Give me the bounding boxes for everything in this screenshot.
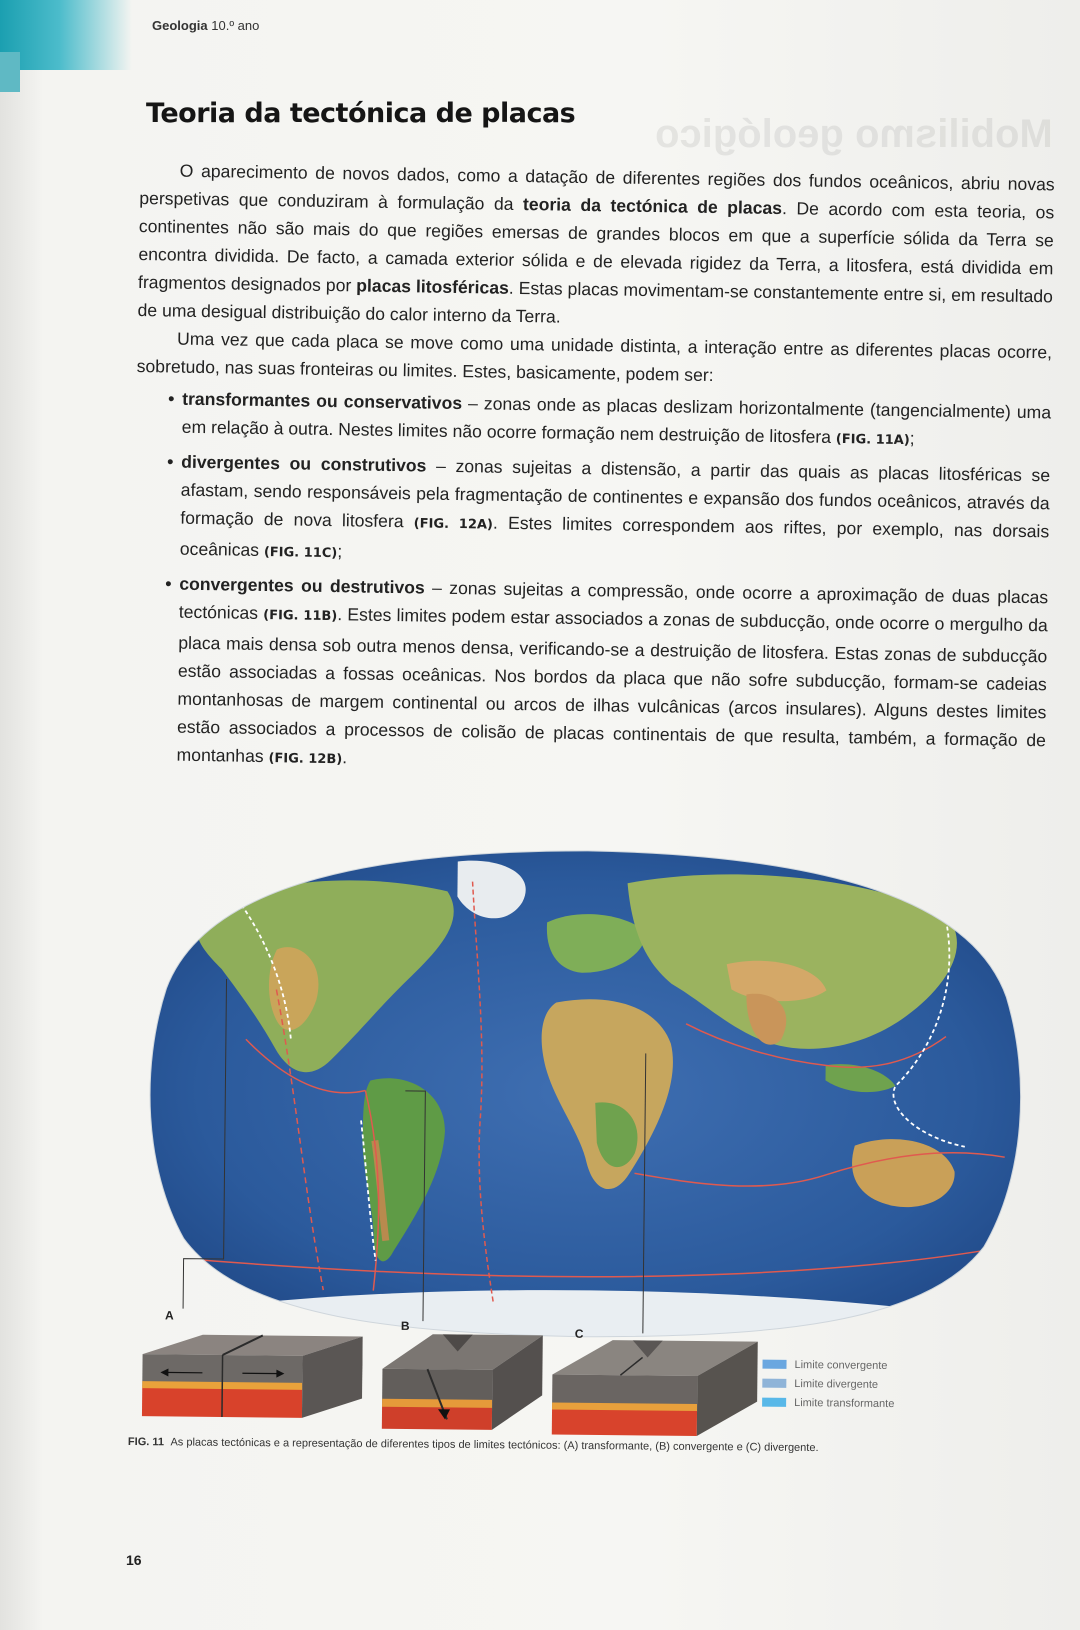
legend-label-convergent: Limite convergente <box>794 1358 888 1372</box>
figure-reference: (FIG. 11A) <box>835 431 910 449</box>
text-run: – zonas sujeitas a compressão, onde ocorre a aproximação de duas placas tectónicas <box>178 577 1049 623</box>
legend-label-transform: Limite transformante <box>794 1396 895 1410</box>
page-number: 16 <box>126 1552 142 1568</box>
text-run: ; <box>337 541 343 562</box>
figure-reference: (FIG. 11B) <box>263 607 338 625</box>
bold-term: placas litosféricas <box>356 275 510 298</box>
transform-boundary-block <box>132 1326 363 1433</box>
map-body <box>123 838 1048 1348</box>
world-map-plates <box>123 838 1048 1348</box>
figure-legend <box>762 1355 895 1413</box>
convergent-boundary-block <box>372 1329 553 1441</box>
figure-caption-text: As placas tectónicas e a representação de diferentes tipos de limites tectónicos: (A) transformante, (B) convergente e (C) divergente. <box>170 1436 819 1455</box>
text-run: ; <box>909 428 915 449</box>
chapter-color-strip <box>0 52 20 92</box>
legend-swatch-divergent <box>762 1379 786 1388</box>
figure-reference: (FIG. 12B) <box>268 751 343 768</box>
bold-term: divergentes ou construtivos <box>181 451 427 476</box>
legend-label-divergent: Limite divergente <box>794 1377 879 1391</box>
section-title: Teoria da tectónica de placas <box>146 98 576 129</box>
divergent-boundary-block <box>542 1334 763 1446</box>
running-head-grade: 10.º ano <box>211 18 260 33</box>
paragraph-1 <box>137 156 1055 338</box>
figure-reference: (FIG. 12A) <box>413 516 494 533</box>
running-head <box>152 18 259 33</box>
list-item-transform <box>181 385 1051 458</box>
bold-term: transformantes ou conservativos <box>182 388 463 414</box>
boundary-type-list <box>130 384 1051 785</box>
diagram-label-c: C <box>574 1326 584 1341</box>
legend-item-transform <box>762 1393 894 1413</box>
text-run: Uma vez que cada placa se move como uma unidade distinta, a interação entre as diferentes placas ocorre, sobretudo, nas suas fronteiras ou limites. Estes, basicamente, podem ser: <box>136 328 1053 386</box>
list-item-divergent <box>180 448 1051 580</box>
legend-swatch-convergent <box>762 1360 786 1369</box>
figure-caption-id: FIG. 11 <box>127 1436 165 1449</box>
text-run: . <box>342 747 348 768</box>
legend-swatch-transform <box>762 1398 786 1407</box>
bold-term: teoria da tectónica de placas <box>522 194 783 219</box>
figure-11 <box>122 838 1048 1448</box>
bold-term: convergentes ou destrutivos <box>179 573 425 598</box>
text-run: . De acordo com esta teoria, os continentes não são mais do que regiões emersas de grandes blocos em que a superfície sólida da Terra se encontra dividida. De facto, a camada exterior sólida e de elevada rigidez da Terra, a litosfera, está dividida em fragmentos designados por <box>137 198 1055 296</box>
diagram-label-b: B <box>400 1318 410 1333</box>
legend-item-divergent <box>762 1374 894 1394</box>
text-run: O aparecimento de novos dados, como a datação de diferentes regiões dos fundos oceânicos, abriu novas perspetivas que conduziram à formulação da <box>139 160 1055 215</box>
body-text <box>130 156 1055 789</box>
text-run: – zonas sujeitas a distensão, a partir das quais as placas litosféricas se afastam, sendo responsáveis pela fragmentação de continentes e expansão dos fundos oceânicos, através da formação de nova litosfera <box>180 455 1051 532</box>
text-run: . Estes limites podem estar associados a zonas de subducção, onde ocorre o mergulho da placa mais densa sob outra menos densa, verificando-se a destruição de litosfera. Estas zonas de subducção estão associadas a fossas oceânicas. Nos bordos da placa que não sofre subducção, formam-se cadeias montanhosas de margem continental ou arcos de ilhas vulcânicas (arcos insulares). Alguns destes limites estão associados a processos de colisão de placas continentais de que resulta, também, a formação de montanhas <box>176 604 1048 767</box>
diagram-label-a: A <box>164 1308 174 1323</box>
legend-item-convergent <box>762 1355 894 1375</box>
text-run: . Estes limites correspondem aos riftes, por exemplo, nas dorsais oceânicas <box>179 512 1050 560</box>
show-through-title: Mobilismo geológico <box>655 112 1053 156</box>
list-item-convergent <box>176 570 1048 786</box>
text-run: . Estas placas movimentam-se constantemente entre si, em resultado de uma desigual distribuição do calor interno da Terra. <box>137 277 1054 327</box>
text-run: – zonas onde as placas deslizam horizontalmente (tangencialmente) uma em relação à outra. Nestes limites não ocorre formação nem destruição de litosfera <box>181 393 1052 447</box>
figure-reference: (FIG. 11C) <box>263 544 338 562</box>
running-head-subject: Geologia <box>152 18 208 33</box>
